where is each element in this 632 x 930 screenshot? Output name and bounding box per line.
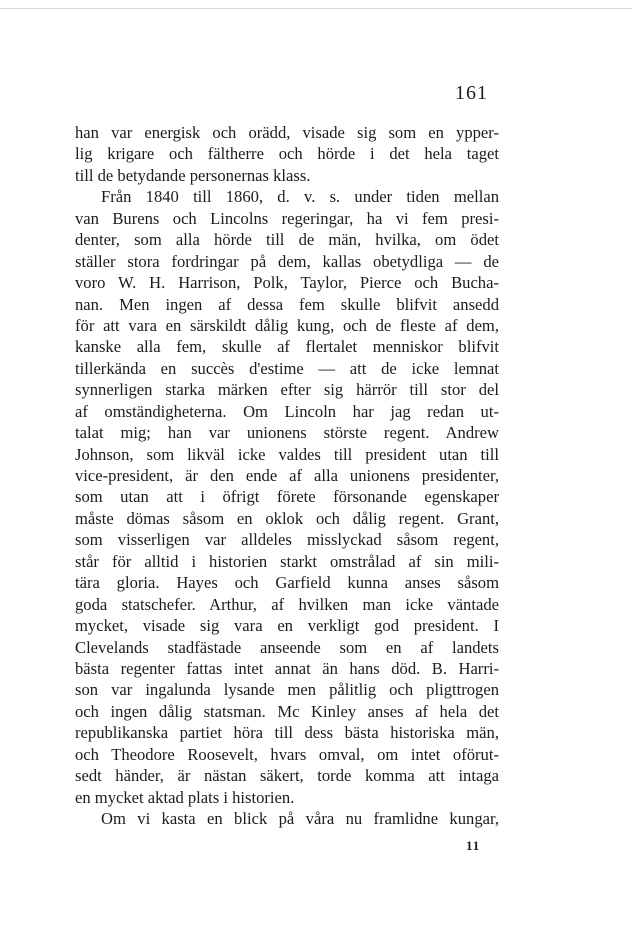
text-line: bästa regenter fattas intet annat än hans död. B. Harri- (75, 658, 499, 678)
text-line: goda statschefer. Arthur, af hvilken man icke väntade (75, 594, 499, 614)
text-line: talat mig; han var unionens störste regent. Andrew (75, 423, 499, 443)
text-line: han var energisk och orädd, visade sig som en ypper- (75, 123, 499, 142)
text-line: lig krigare och fältherre och hörde i det hela taget (75, 144, 499, 164)
text-line: Från 1840 till 1860, d. v. s. under tiden mellan (101, 187, 499, 207)
text-line: som utan att i öfrigt förete försonande egenskaper (75, 487, 499, 507)
text-line: denter, som alla hörde till de män, hvilka, om ödet (75, 230, 499, 250)
signature-mark: 11 (466, 838, 481, 853)
text-line: republikanska partiet höra till dess bästa historiska män, (75, 723, 499, 743)
text-line: kanske alla fem, skulle af flertalet menniskor blifvit (75, 337, 499, 357)
text-line: ställer stora fordringar på dem, kallas obetydliga — de (75, 251, 499, 271)
text-line: nan. Men ingen af dessa fem skulle blifvit ansedd (75, 294, 499, 314)
page-body-text (75, 122, 499, 829)
text-line: tära gloria. Hayes och Garfield kunna anses såsom (75, 573, 499, 593)
page-top-edge (0, 8, 632, 9)
text-line: tillerkända en succès d'estime — att de icke lemnat (75, 358, 499, 378)
text-line: af omständigheterna. Om Lincoln har jag redan ut- (75, 401, 499, 421)
text-line: sedt händer, är nästan säkert, torde komma att intaga (75, 766, 499, 786)
text-line: synnerligen starka märken efter sig härrör till stor del (75, 380, 499, 400)
text-line: måste dömas såsom en oklok och dålig regent. Grant, (75, 508, 499, 528)
text-line: till de betydande personernas klass. (75, 165, 311, 185)
text-line: står för alltid i historien starkt omstrålad af sin mili- (75, 551, 499, 571)
text-line: Om vi kasta en blick på våra nu framlidne kungar, (101, 809, 499, 828)
text-line: Clevelands stadfästade anseende som en af landets (75, 637, 499, 657)
text-line: son var ingalunda lysande men pålitlig och pligttrogen (75, 680, 499, 700)
text-line: voro W. H. Harrison, Polk, Taylor, Pierce och Bucha- (75, 273, 499, 293)
text-line: och ingen dålig statsman. Mc Kinley anses af hela det (75, 701, 499, 721)
text-line: som visserligen var alldeles misslyckad såsom regent, (75, 530, 499, 550)
page-number: 161 (455, 82, 488, 104)
text-line: för att vara en särskildt dålig kung, och de fleste af dem, (75, 315, 499, 335)
text-line: vice-president, är den ende af alla unionens presidenter, (75, 466, 499, 485)
text-line: och Theodore Roosevelt, hvars omval, om intet oförut- (75, 744, 499, 764)
text-line: Johnson, som likväl icke valdes till president utan till (75, 444, 499, 464)
text-line: mycket, visade sig vara en verkligt god president. I (75, 616, 499, 636)
text-line: en mycket aktad plats i historien. (75, 787, 295, 807)
text-line: van Burens och Lincolns regeringar, ha vi fem presi- (75, 208, 499, 228)
